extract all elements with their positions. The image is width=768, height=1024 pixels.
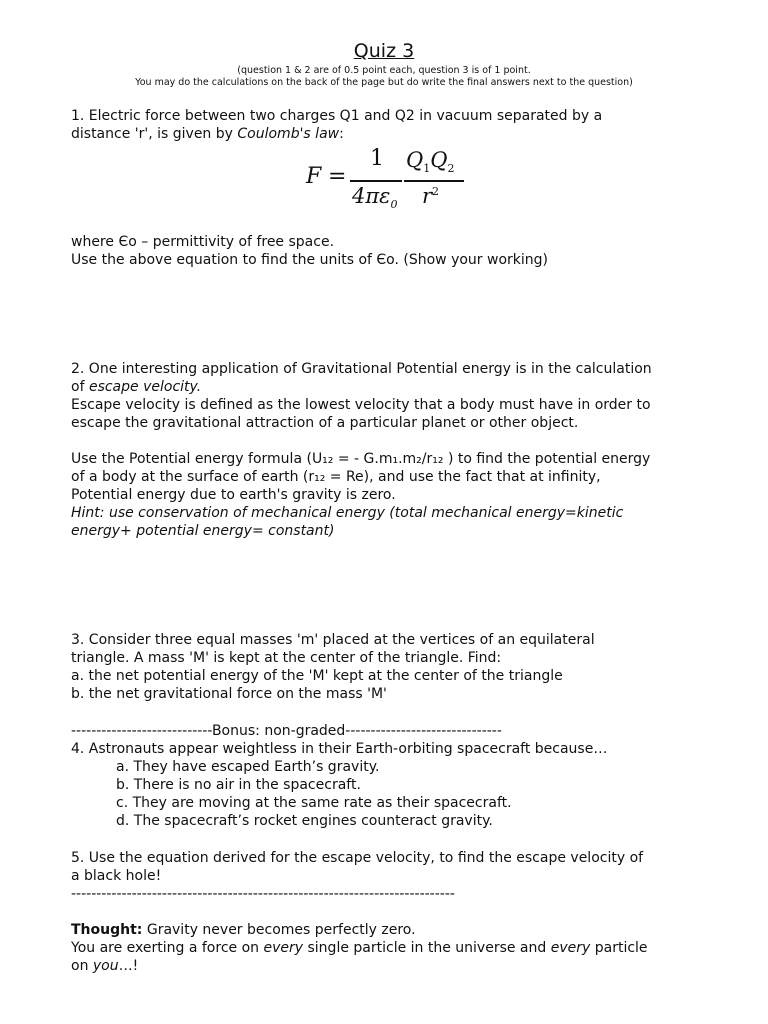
q2-line: escape the gravitational attraction of a particular planet or other object. [71,415,579,431]
q2-hint: Hint: use conservation of mechanical energy (total mechanical energy=kinetic [71,505,624,521]
q2-line: Use the Potential energy formula (U₁₂ = - G.m₁.m₂/r₁₂ ) to find the potential energy [71,451,651,467]
thought-line: You are exerting a force on every single particle in the universe and every particle [71,940,648,956]
q4-option-a: a. They have escaped Earth’s gravity. [116,759,380,775]
q2-line: 2. One interesting application of Gravitational Potential energy is in the calculation [71,361,652,377]
thought-line: Thought: Gravity never becomes perfectly zero. [71,922,416,938]
formula-equals: = [328,164,347,189]
q1-line: Use the above equation to find the units of Єo. (Show your working) [71,252,549,268]
formula-frac2-denominator: $r^2$ [422,184,440,208]
end-divider: ---------------------------------------------------------------------------- [71,886,455,902]
question-1-task [71,233,711,269]
question-1 [71,107,711,143]
q2-line: Escape velocity is defined as the lowest velocity that a body must have in order to [71,397,651,413]
q1-line: where Єo – permittivity of free space. [71,234,335,250]
q2-line: of a body at the surface of earth (r₁₂ = Re), and use the fact that at infinity, [71,469,601,485]
q2-line: Potential energy due to earth's gravity is zero. [71,487,396,503]
q1-line: 1. Electric force between two charges Q1 and Q2 in vacuum separated by a [71,108,603,124]
q4-option-d: d. The spacecraft’s rocket engines counteract gravity. [116,813,493,829]
fraction-bar [404,180,464,182]
q3-line: a. the net potential energy of the 'M' kept at the center of the triangle [71,668,563,684]
question-2 [71,360,711,540]
q5-line: a black hole! [71,868,162,884]
q3-line: 3. Consider three equal masses 'm' placed at the vertices of an equilateral [71,632,595,648]
coulomb-formula [300,146,480,218]
bonus-divider: ----------------------------Bonus: non-graded------------------------------- [71,723,502,739]
fraction-bar [350,180,402,182]
q4-option-b: b. There is no air in the spacecraft. [116,777,361,793]
q5-line: 5. Use the equation derived for the escape velocity, to find the escape velocity of [71,850,644,866]
thought-line: on you…! [71,958,139,974]
formula-lhs: F [306,164,322,189]
q4-stem: 4. Astronauts appear weightless in their Earth-orbiting spacecraft because… [71,741,608,757]
q3-line: b. the net gravitational force on the mass 'M' [71,686,387,702]
points-note: (question 1 & 2 are of 0.5 point each, question 3 is of 1 point. [237,65,531,76]
question-3 [71,631,711,703]
q2-hint: energy+ potential energy= constant) [71,523,335,539]
formula-frac1-numerator: 1 [370,146,384,171]
thought-section [71,921,711,975]
spacer [71,432,711,450]
q1-line: distance 'r', is given by Coulomb's law: [71,126,344,142]
page-title: Quiz 3 [353,40,415,62]
q2-line: of escape velocity. [71,379,202,395]
bonus-section [71,722,711,830]
instructions-note: You may do the calculations on the back of the page but do write the final answers next to the question) [135,77,633,88]
q4-option-c: c. They are moving at the same rate as their spacecraft. [116,795,512,811]
formula-frac1-denominator: $4\pi\varepsilon_0$ [352,184,398,212]
q3-line: triangle. A mass 'M' is kept at the center of the triangle. Find: [71,650,502,666]
question-5 [71,849,711,903]
formula-frac2-numerator: $Q_1Q_2$ [406,148,455,176]
